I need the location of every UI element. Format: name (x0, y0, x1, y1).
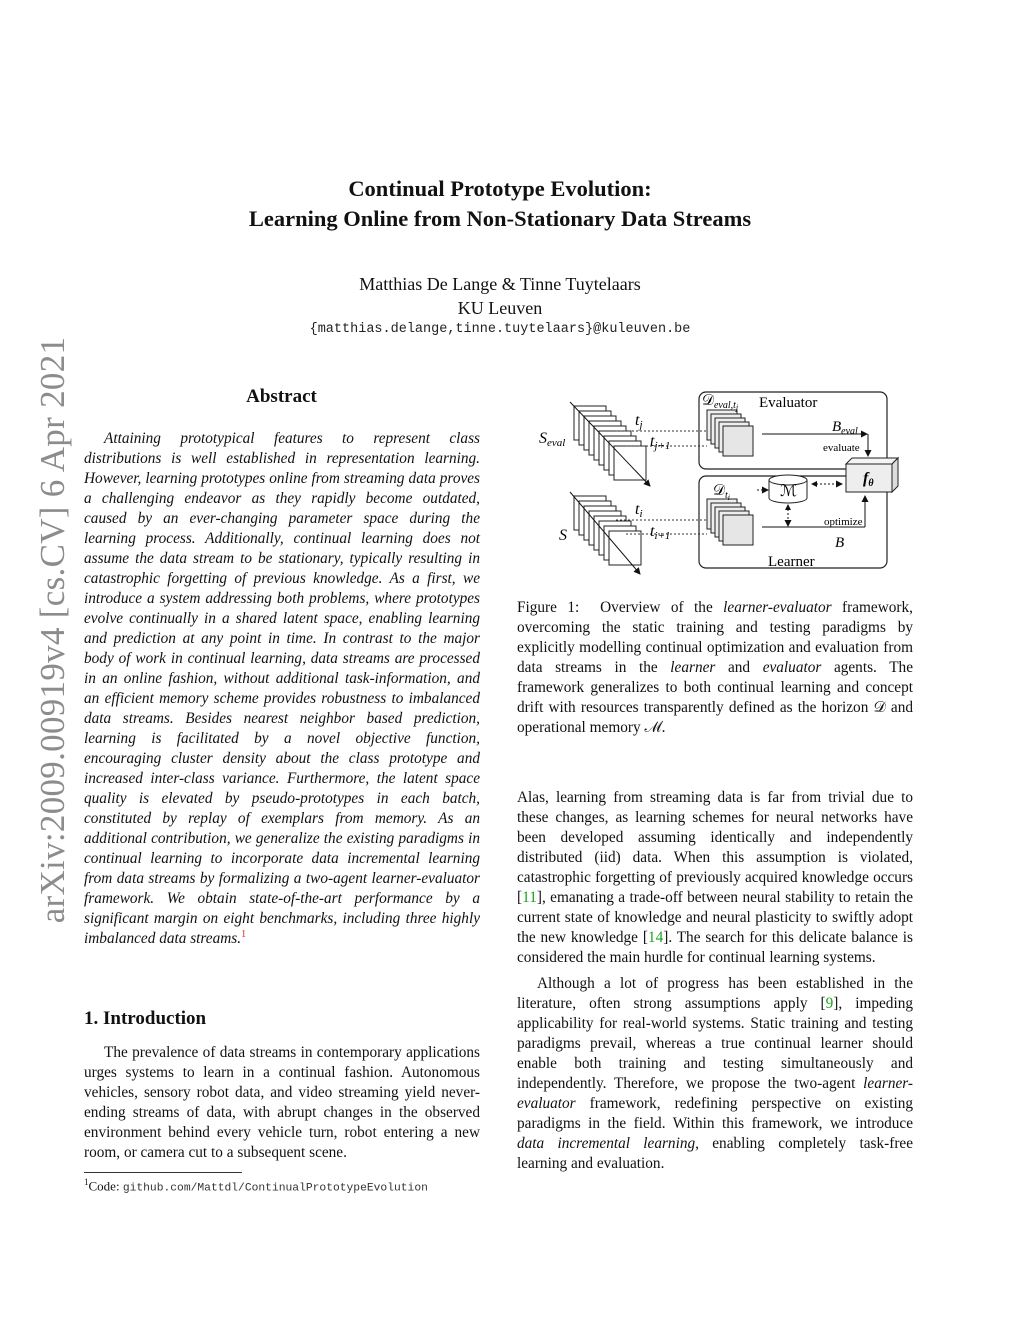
introduction-heading: 1. Introduction (84, 1008, 207, 1029)
abstract-text (84, 429, 480, 949)
f-theta-main: f (863, 470, 869, 487)
ti1-main: t (650, 523, 655, 540)
abstract-heading: Abstract (246, 386, 317, 407)
right-column-text (517, 788, 913, 1180)
d-eval-main: 𝒟 (702, 393, 714, 409)
framework-diagram (532, 384, 912, 584)
ti1-symbol (650, 523, 670, 542)
introduction-paragraph: The prevalence of data streams in contemporary applications urges systems to learn in a continual fashion. Autonomous vehicles, sensory robot data, and video streaming yield never-ending streams of data, with abrupt changes in the observed environment behind every vehicle turn, robot entering a new room, or camera cut to a subsequent scene. (84, 1044, 480, 1161)
horizon-symbol: 𝒟 (873, 699, 886, 716)
citation-14[interactable]: 14 (647, 929, 664, 946)
citation-9[interactable]: 9 (825, 995, 834, 1012)
tj-main: t (635, 412, 640, 429)
caption-text-3: and (715, 659, 763, 676)
footnote (84, 1177, 428, 1194)
title-line-2: Learning Online from Non-Stationary Data Streams (248, 206, 752, 231)
s-eval-main: S (539, 430, 547, 447)
author-email: {matthias.delange,tinne.tuytelaars}@kuleuven.be (309, 322, 691, 337)
ti-main: t (635, 501, 640, 518)
caption-text-2: framework, overcoming the static training and testing paradigms by explicitly modelling continual optimization and evaluation from data streams in the (517, 599, 913, 676)
alas-text-2: ], emanating a trade-off between neural stability to retain the current state of knowledge and neural plasticity to swiftly adopt the new knowledge [ (517, 889, 913, 946)
arxiv-identifier: arXiv:2009.00919v4 [cs.CV] 6 Apr 2021 (33, 336, 72, 924)
caption-text-4: agents. The framework generalizes to both continual learning and concept drift with resources transparently defined as the horizon (517, 659, 913, 716)
paragraph-alas (517, 788, 913, 968)
caption-label: Figure 1: (517, 599, 580, 616)
tj-symbol (635, 412, 643, 431)
d-eval-subscript: eval,t (713, 400, 736, 411)
although-text-3: framework, redefining perspective on existing paradigms in the field. Within this framework, we introduce (517, 1095, 913, 1132)
ti-subscript: i (639, 508, 643, 520)
evaluation-horizon-stack (707, 410, 753, 456)
alas-text-3: ]. The search for this delicate balance is considered the main hurdle for continual learning systems. (517, 929, 913, 966)
although-text-1: Although a lot of progress has been established in the literature, often strong assumptions apply [ (517, 975, 913, 1012)
code-link[interactable]: github.com/Mattdl/ContinualPrototypeEvolution (122, 1182, 428, 1195)
s-eval-subscript: eval (547, 437, 566, 449)
citation-11[interactable]: 11 (522, 889, 537, 906)
abstract-body: Attaining prototypical features to represent class distributions is well established in representation learning. However, learning prototypes online from streaming data proves a challenging endeavor as they rapidly become outdated, caused by an ever-changing parameter space during the learning process. Additionally, continual learning does not assume the data stream to be stationary, typically resulting in catastrophic forgetting of previous knowledge. As a first, we introduce a system addressing both problems, where prototypes evolve continually in a shared latent space, enabling learning and prediction at any point in time. In contrast to the major body of work in continual learning, data streams are processed in an online fashion, without additional task-information, and an efficient memory scheme provides robustness to imbalanced data streams. Besides nearest neighbor based prediction, learning is facilitated by a novel objective function, encouraging cluster density about the class prototype and increased inter-class variance. Furthermore, the latent space quality is elevated by pseudo-prototypes in each batch, constituted by replay of exemplars from memory. As an additional contribution, we generalize the existing paradigms in continual learning to incorporate data incremental learning from data streams by formalizing a two-agent learner-evaluator framework. We obtain state-of-the-art performance by a significant margin on eight benchmarks, including three highly imbalanced data streams. (84, 430, 480, 947)
although-text-4: , enabling completely task-free learning and evaluation. (517, 1135, 913, 1172)
tj1-main: t (650, 433, 655, 450)
evaluate-label: evaluate (823, 442, 860, 454)
evaluator-label: Evaluator (759, 395, 818, 411)
although-emphasis-2: data incremental learning (517, 1135, 696, 1152)
authors: Matthias De Lange & Tinne Tuytelaars (359, 274, 641, 294)
d-t-main: 𝒟 (713, 483, 725, 499)
affiliation: KU Leuven (457, 298, 543, 318)
footnote-marker[interactable]: 1 (241, 928, 247, 940)
b-eval-symbol (832, 419, 858, 437)
memory-symbol: ℳ (780, 483, 798, 500)
caption-text-6: . (661, 719, 666, 736)
footnote-rule (84, 1172, 242, 1173)
s-eval-symbol (539, 430, 565, 449)
although-text-2: ], impeding applicability for real-world systems. Static training and testing paradigms prevail, whereas a true continual learner should enable both training and testing simultaneously and independently. Therefore, we propose the two-agent (517, 995, 914, 1092)
d-t-subscript: t (724, 490, 728, 501)
caption-emphasis-1: learner-evaluator (723, 599, 832, 616)
learner-label: Learner (768, 554, 815, 570)
caption-text-1: Overview of the (600, 599, 724, 616)
s-symbol: S (559, 527, 567, 544)
optimize-label: optimize (824, 516, 863, 528)
figure-caption (517, 598, 913, 738)
figure-learner-evaluator (532, 384, 912, 584)
d-eval-symbol (702, 393, 739, 412)
d-t-subsubscript: i (727, 493, 730, 502)
although-emphasis-1: learner-evaluator (517, 1075, 913, 1112)
ti1-subscript: i+1 (654, 530, 671, 542)
memory-symbol-caption: ℳ (644, 719, 662, 736)
caption-emphasis-2: learner (670, 659, 716, 676)
tj1-symbol (650, 433, 670, 452)
paragraph-although (517, 974, 913, 1174)
f-theta-subscript: θ (868, 478, 874, 489)
ti-symbol (635, 501, 643, 520)
tj-subscript: j (639, 419, 643, 431)
b-eval-main: B (832, 419, 842, 435)
author-block (0, 272, 1000, 320)
footnote-label: Code: (88, 1178, 123, 1194)
paper-title (0, 174, 1000, 234)
footnote-number: 1 (84, 1177, 89, 1187)
alas-text-1: Alas, learning from streaming data is far from trivial due to these changes, as learning schemes for neural networks have been developed assuming identically and independently distributed (iid) data. When this assumption is violated, catastrophic forgetting of previously acquired knowledge occurs [ (517, 789, 913, 906)
caption-text-5: and operational memory (517, 699, 913, 736)
learner-horizon-stack (707, 499, 753, 545)
b-symbol: B (835, 535, 845, 551)
d-eval-subsubscript: j (735, 403, 739, 412)
caption-emphasis-3: evaluator (762, 659, 822, 676)
b-eval-subscript: eval (841, 426, 858, 437)
tj1-subscript: j+1 (654, 440, 671, 452)
title-line-1: Continual Prototype Evolution: (348, 176, 652, 201)
training-stream-stack (570, 492, 641, 574)
